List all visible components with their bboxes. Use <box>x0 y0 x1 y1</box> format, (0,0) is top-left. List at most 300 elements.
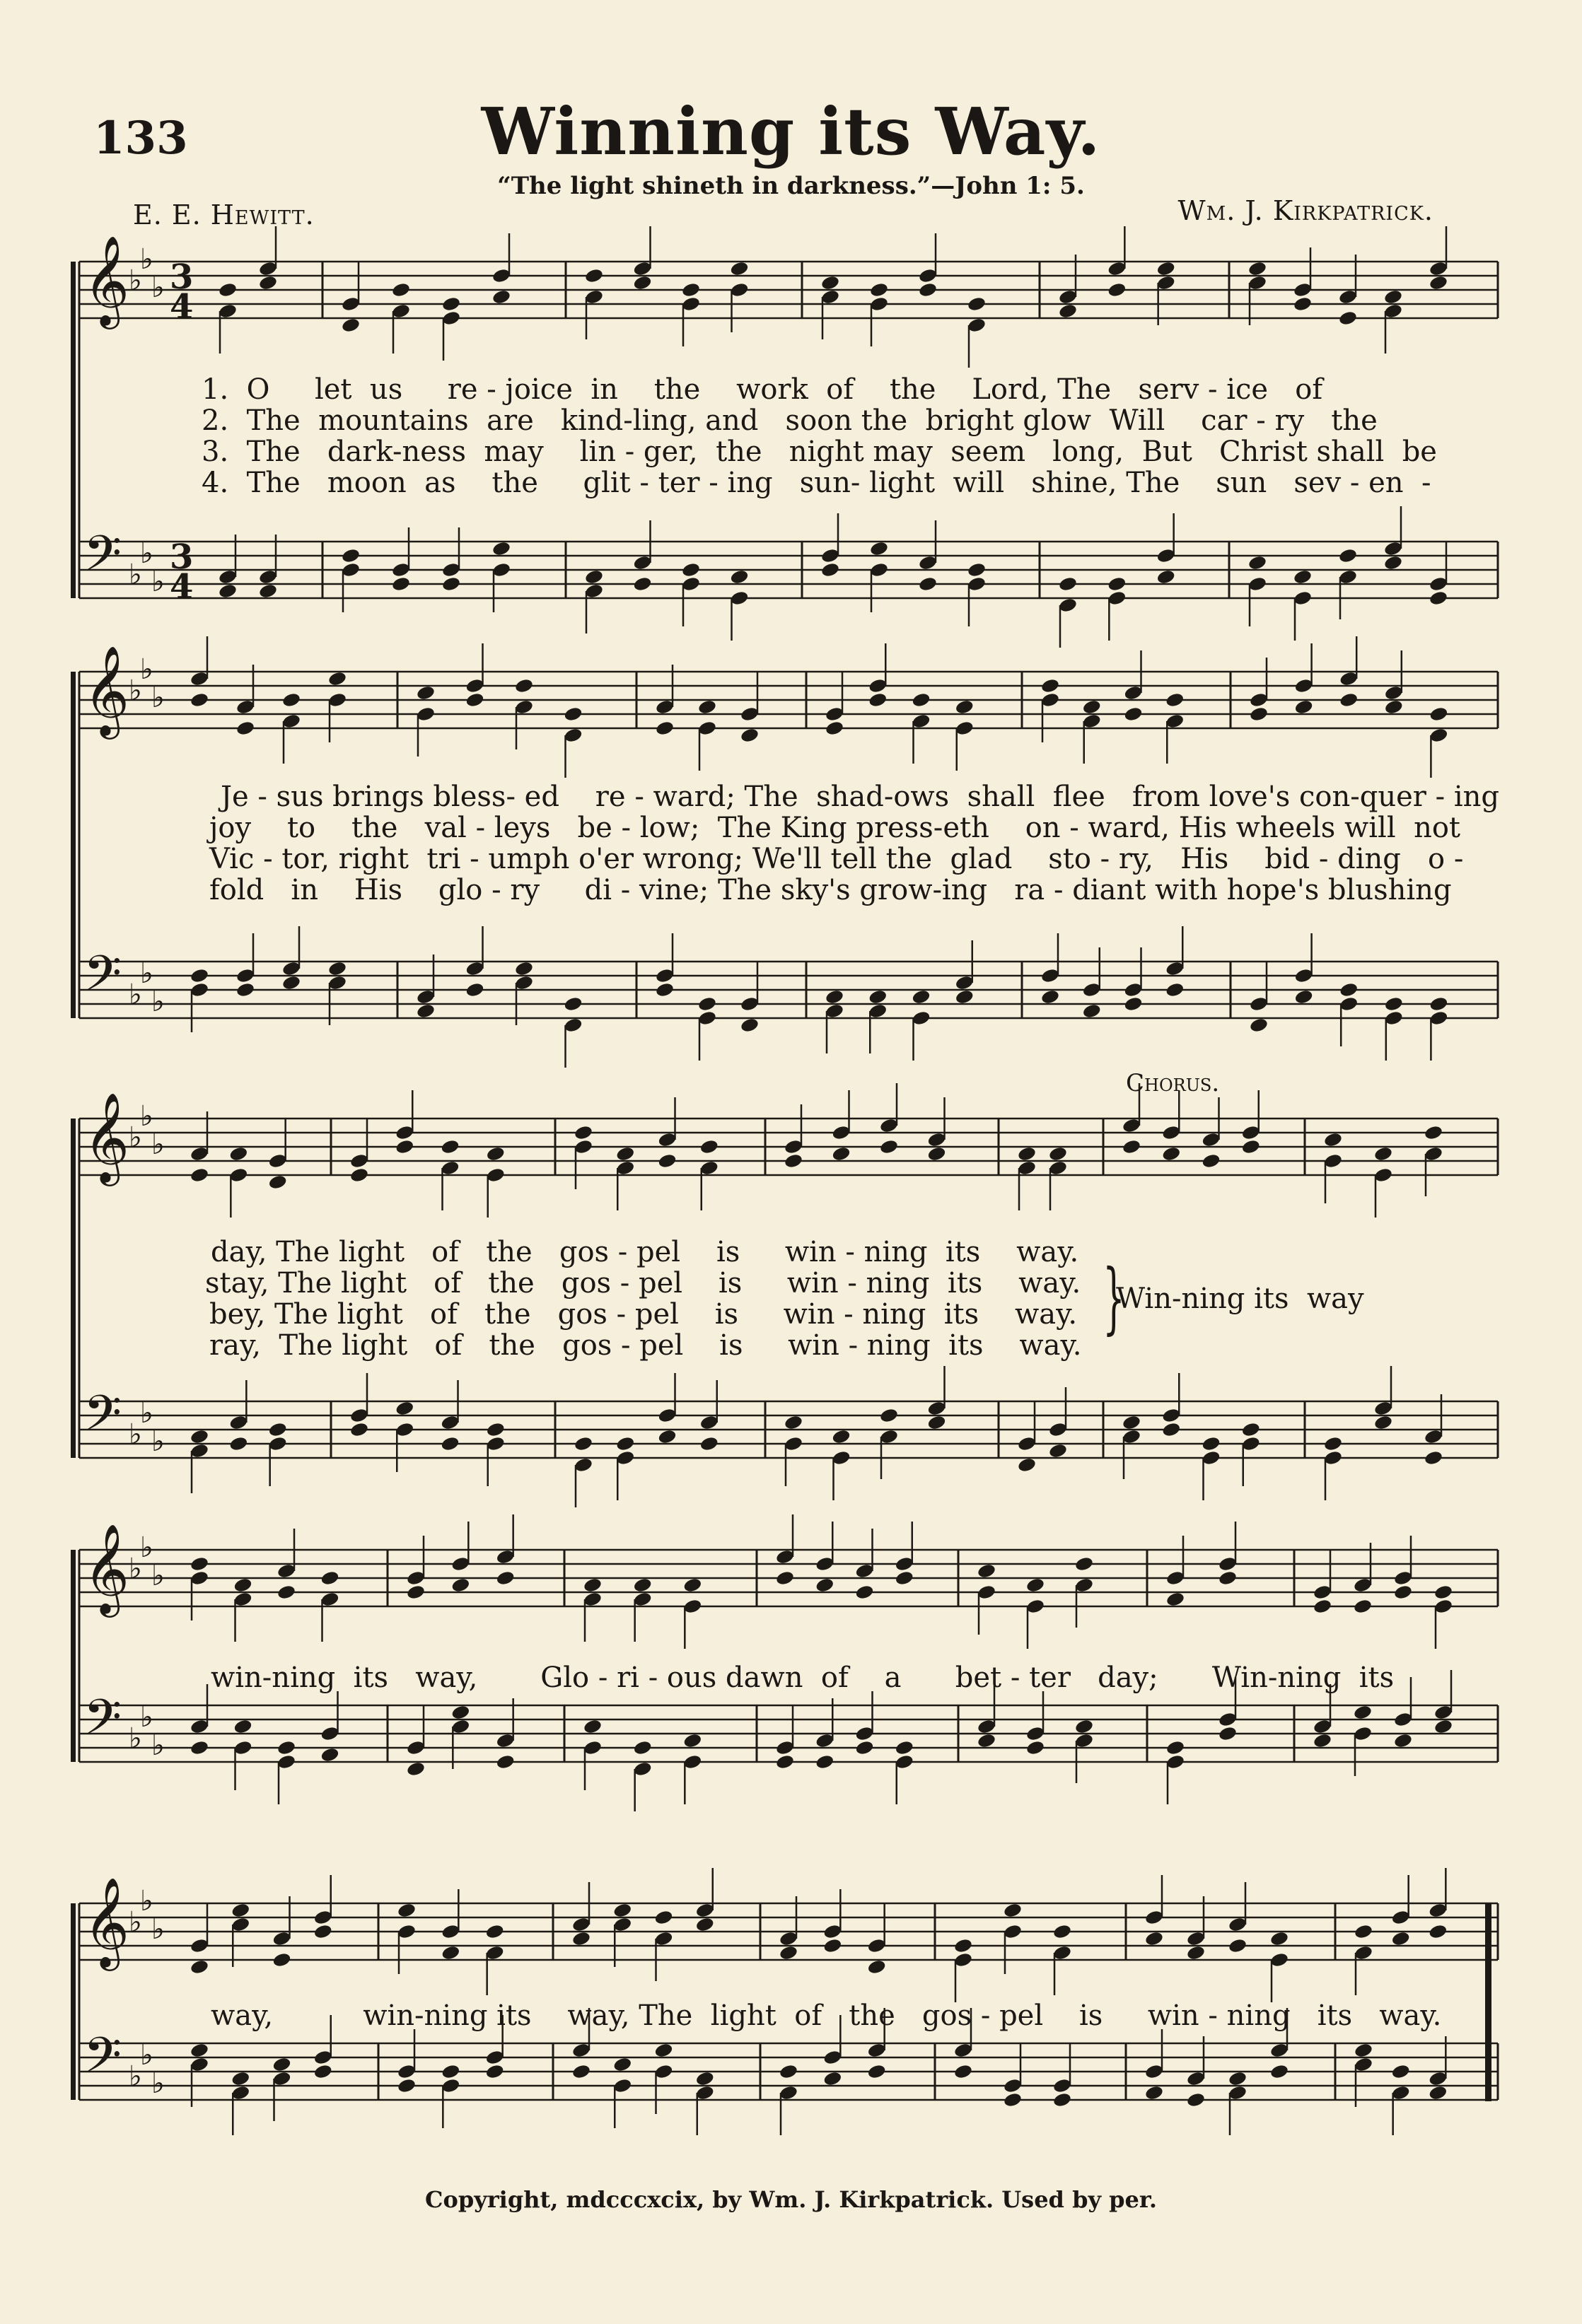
note-head <box>1201 1435 1221 1452</box>
system-brace <box>71 1903 76 2100</box>
note-head <box>831 1428 851 1444</box>
note-head <box>268 1421 288 1437</box>
note-head <box>218 583 238 599</box>
note-head <box>1107 281 1127 298</box>
note-head <box>320 1746 339 1763</box>
note-head <box>1082 699 1102 715</box>
note-head <box>341 317 361 333</box>
note-head <box>465 981 484 998</box>
note-head <box>831 1145 851 1162</box>
note-head <box>868 988 888 1005</box>
note-head <box>1384 699 1404 715</box>
note-head <box>657 1152 677 1169</box>
note-head <box>854 1739 874 1756</box>
note-head <box>1228 1937 1247 1954</box>
note-head <box>391 281 411 298</box>
verse-2-line-3: stay, The light of the gos - pel is win - ning its way. <box>205 1267 1081 1300</box>
verse-2-line-2: joy to the val - leys be - low; The King press-eth on - ward, His wheels will not <box>209 812 1460 844</box>
note-head <box>1074 1718 1094 1734</box>
note-head <box>485 1923 505 1939</box>
note-head <box>397 1902 417 1918</box>
note-head <box>235 720 255 736</box>
note-head <box>1156 260 1176 276</box>
note-head <box>514 677 534 694</box>
note-head <box>406 1584 426 1600</box>
note-head <box>869 281 889 298</box>
note-head <box>1186 1944 1206 1961</box>
treble-clef-icon: 𝄞 <box>83 1092 130 1182</box>
verse-4-line-3: ray, The light of the gos - pel is win - ning its way. <box>209 1329 1082 1362</box>
note-head <box>190 691 209 708</box>
note-head <box>1373 1145 1393 1162</box>
note-head <box>1156 568 1176 585</box>
note-head <box>1228 2070 1247 2086</box>
verse-2-line-1: 2. The mountains are kind-ling, and soon the bright glow Will car - ry the <box>202 404 1378 437</box>
verse-3-line-2: Vic - tor, right tri - umph o'er wrong; We'll tell the glad sto - ry, His bid - ding o - <box>209 843 1464 875</box>
note-head <box>1052 1923 1072 1939</box>
chorus-line-3: way, win-ning its way, The light of the gos - pel is win - ning its way. <box>211 1999 1442 2032</box>
note-head <box>967 561 987 578</box>
note-head <box>1294 699 1314 715</box>
note-head <box>967 296 987 312</box>
flat-sign: ♭ <box>151 1425 165 1458</box>
time-signature-bottom: 4 <box>170 287 194 327</box>
note-head <box>1338 310 1358 326</box>
note-head <box>258 583 278 599</box>
flat-sign: ♭ <box>140 1885 153 1917</box>
note-head <box>277 1739 296 1756</box>
note-head <box>740 1017 760 1033</box>
note-head <box>1354 2042 1373 2058</box>
verse-1-line-1: 1. O let us re - joice in the work of the Lord, The serv - ice of <box>202 373 1323 406</box>
note-head <box>615 1145 635 1162</box>
note-head <box>583 1577 603 1593</box>
note-head <box>233 1718 252 1734</box>
chorus-line-1: Win-ning its way <box>1116 1283 1364 1315</box>
flat-sign: ♭ <box>140 1701 153 1734</box>
note-head <box>740 727 760 743</box>
time-signature-top: 3 <box>170 257 194 297</box>
note-head <box>190 1555 209 1572</box>
hymn-number: 133 <box>93 112 188 165</box>
note-head <box>1025 1577 1045 1593</box>
flat-sign: ♭ <box>151 1729 165 1762</box>
note-head <box>1428 1923 1448 1939</box>
note-head <box>492 540 511 556</box>
note-head <box>1052 2091 1072 2108</box>
time-signature-top: 3 <box>170 537 194 577</box>
note-head <box>1313 1732 1332 1748</box>
note-head <box>653 1909 673 1925</box>
system-brace <box>71 262 76 598</box>
hymn-title: Winning its Way. <box>481 93 1101 170</box>
note-head <box>1058 303 1078 319</box>
note-head <box>612 1902 632 1918</box>
flat-sign: ♭ <box>151 271 165 304</box>
note-head <box>697 995 717 1012</box>
note-head <box>1144 2084 1164 2101</box>
note-head <box>699 1138 719 1155</box>
system-brace <box>71 672 76 1018</box>
note-head <box>571 1930 591 1946</box>
note-head <box>1429 590 1448 606</box>
note-head <box>574 1124 593 1140</box>
flat-sign: ♭ <box>129 979 142 1011</box>
author-credit: E. E. Hewitt. <box>133 199 315 230</box>
note-head <box>258 274 278 291</box>
note-head <box>681 281 701 298</box>
note-head <box>779 1944 798 1961</box>
note-head <box>1354 1923 1373 1939</box>
note-head <box>1323 1131 1343 1148</box>
note-head <box>441 296 461 312</box>
note-head <box>1074 1555 1094 1572</box>
note-head <box>1186 2091 1206 2108</box>
note-head <box>1040 677 1060 694</box>
note-head <box>441 576 461 592</box>
note-head <box>1165 1591 1185 1607</box>
flat-sign: ♭ <box>129 675 142 707</box>
note-head <box>911 988 931 1005</box>
flat-sign: ♭ <box>140 957 153 990</box>
note-head <box>1165 691 1185 708</box>
note-head <box>815 1577 834 1593</box>
note-head <box>1040 988 1060 1005</box>
note-head <box>1017 1145 1037 1162</box>
note-head <box>1424 1124 1443 1140</box>
note-head <box>632 274 652 291</box>
flat-sign: ♭ <box>140 243 153 276</box>
note-head <box>1123 995 1143 1012</box>
note-head <box>1058 576 1078 592</box>
note-head <box>397 2077 417 2094</box>
note-head <box>1353 1704 1373 1720</box>
note-head <box>825 720 844 736</box>
note-head <box>1025 1739 1045 1756</box>
composer-credit: Wm. J. Kirkpatrick. <box>1177 195 1433 226</box>
note-head <box>349 1167 369 1183</box>
note-head <box>272 1951 291 1968</box>
note-head <box>563 706 583 722</box>
note-head <box>879 1138 899 1155</box>
note-head <box>281 691 301 708</box>
flat-sign: ♭ <box>140 1531 153 1564</box>
note-head <box>1269 2063 1289 2079</box>
note-head <box>681 561 701 578</box>
note-head <box>1293 296 1313 312</box>
note-head <box>1373 1414 1393 1430</box>
note-head <box>615 1435 635 1452</box>
note-head <box>190 967 209 983</box>
note-head <box>228 1435 248 1452</box>
note-head <box>450 1704 470 1720</box>
note-head <box>320 1570 339 1586</box>
note-head <box>822 2070 842 2086</box>
note-head <box>1429 274 1448 291</box>
note-head <box>231 2070 250 2086</box>
note-head <box>820 274 840 291</box>
treble-clef-icon: 𝄞 <box>83 645 130 735</box>
note-head <box>1003 1902 1023 1918</box>
note-head <box>633 1577 653 1593</box>
note-head <box>1144 1930 1164 1946</box>
flat-sign: ♭ <box>129 1121 142 1154</box>
copyright-notice: Copyright, mdcccxcix, by Wm. J. Kirkpatrick. Used by per. <box>425 2186 1157 2213</box>
note-head <box>1122 1414 1141 1430</box>
note-head <box>496 1753 516 1770</box>
note-head <box>955 988 975 1005</box>
note-head <box>911 691 931 708</box>
note-head <box>779 2063 798 2079</box>
flat-sign: ♭ <box>129 559 142 591</box>
note-head <box>1247 260 1267 276</box>
note-head <box>695 1916 715 1932</box>
note-head <box>775 1753 795 1770</box>
note-head <box>653 2042 673 2058</box>
note-head <box>190 1958 209 1975</box>
note-head <box>1433 1718 1453 1734</box>
note-head <box>682 1577 702 1593</box>
note-head <box>272 2056 291 2072</box>
note-head <box>1313 1598 1332 1614</box>
note-head <box>416 1003 436 1019</box>
flat-sign: ♭ <box>129 264 142 297</box>
flat-sign: ♭ <box>151 682 165 714</box>
note-head <box>1339 981 1359 998</box>
note-head <box>1241 1421 1261 1437</box>
note-head <box>1201 1152 1221 1169</box>
note-head <box>395 1400 414 1416</box>
note-head <box>327 960 347 976</box>
verse-brace: } <box>1103 1252 1125 1343</box>
note-head <box>486 1145 506 1162</box>
note-head <box>822 1937 842 1954</box>
note-head <box>391 576 411 592</box>
note-head <box>1294 988 1314 1005</box>
note-head <box>1161 1421 1181 1437</box>
note-head <box>574 1435 593 1452</box>
note-head <box>190 1167 209 1183</box>
note-head <box>1218 1725 1238 1741</box>
note-head <box>571 2063 591 2079</box>
note-head <box>1384 995 1404 1012</box>
note-head <box>657 1428 677 1444</box>
note-head <box>699 1435 719 1452</box>
note-head <box>1393 1584 1413 1600</box>
note-head <box>775 1570 795 1586</box>
note-head <box>327 670 347 687</box>
note-head <box>1247 554 1267 571</box>
note-head <box>1323 1435 1343 1452</box>
note-head <box>514 960 534 976</box>
flat-sign: ♭ <box>129 1722 142 1755</box>
verse-4-line-2: fold in His glo - ry di - vine; The sky's grow-ing ra - diant with hope's blushing <box>209 874 1452 906</box>
flat-sign: ♭ <box>129 2060 142 2093</box>
note-head <box>1107 576 1127 592</box>
note-head <box>926 1414 946 1430</box>
note-head <box>349 1421 369 1437</box>
flat-sign: ♭ <box>151 1913 165 1946</box>
note-head <box>218 281 238 298</box>
note-head <box>441 2063 460 2079</box>
note-head <box>440 1138 460 1155</box>
flat-sign: ♭ <box>129 1418 142 1451</box>
note-head <box>825 988 844 1005</box>
note-head <box>277 1584 296 1600</box>
note-head <box>633 1739 653 1756</box>
verse-1-line-3: day, The light of the gos - pel is win - ning its way. <box>211 1236 1079 1268</box>
note-head <box>1391 1930 1411 1946</box>
note-head <box>1003 2091 1023 2108</box>
note-head <box>441 1944 460 1961</box>
note-head <box>1353 1598 1373 1614</box>
bass-clef-icon: 𝄢 <box>83 1384 122 1454</box>
note-head <box>1048 1442 1068 1459</box>
note-head <box>1165 1739 1185 1756</box>
treble-clef-icon: 𝄞 <box>83 235 130 325</box>
note-head <box>612 2056 632 2072</box>
note-head <box>867 1958 887 1975</box>
note-head <box>918 576 938 592</box>
flat-sign: ♭ <box>151 566 165 598</box>
note-head <box>1161 1145 1181 1162</box>
note-head <box>1383 554 1403 571</box>
note-head <box>1429 995 1448 1012</box>
note-head <box>655 981 675 998</box>
note-head <box>854 1584 874 1600</box>
flat-sign: ♭ <box>151 2067 165 2100</box>
note-head <box>1123 706 1143 722</box>
system-brace <box>71 1550 76 1762</box>
note-head <box>1383 288 1403 305</box>
note-head <box>697 699 717 715</box>
bass-clef-icon: 𝄢 <box>83 525 122 594</box>
note-head <box>784 1152 803 1169</box>
note-head <box>729 568 749 585</box>
note-head <box>1293 568 1313 585</box>
note-head <box>563 995 583 1012</box>
note-head <box>1122 1138 1141 1155</box>
note-head <box>867 2063 887 2079</box>
flat-sign: ♭ <box>151 1128 165 1161</box>
note-head <box>655 720 675 736</box>
note-head <box>895 1739 914 1756</box>
note-head <box>1082 1003 1102 1019</box>
time-signature-bottom: 4 <box>170 567 194 607</box>
note-head <box>465 691 484 708</box>
note-head <box>1391 2063 1411 2079</box>
note-head <box>879 1407 899 1423</box>
note-head <box>729 260 749 276</box>
note-head <box>1249 706 1269 722</box>
note-head <box>1241 1138 1261 1155</box>
note-head <box>1338 547 1358 564</box>
note-head <box>926 1145 946 1162</box>
note-head <box>190 1428 209 1444</box>
verse-3-line-1: 3. The dark-ness may lin - ger, the night may seem long, But Christ shall be <box>202 436 1437 468</box>
note-head <box>583 1718 603 1734</box>
note-head <box>416 684 436 701</box>
flat-sign: ♭ <box>140 2039 153 2072</box>
note-head <box>1428 2084 1448 2101</box>
note-head <box>190 1739 209 1756</box>
chorus-line-2: win-ning its way, Glo - ri - ous dawn of a bet - ter day; Win-ning its <box>211 1662 1395 1694</box>
note-head <box>977 1732 996 1748</box>
bass-clef-icon: 𝄢 <box>83 1688 122 1758</box>
note-head <box>584 568 604 585</box>
note-head <box>953 2063 973 2079</box>
final-bar-line <box>1485 1903 1491 2101</box>
note-head <box>1249 1017 1269 1033</box>
verse-3-line-3: bey, The light of the gos - pel is win - ning its way. <box>209 1298 1078 1331</box>
note-head <box>281 974 301 991</box>
flat-sign: ♭ <box>151 986 165 1018</box>
verse-4-line-1: 4. The moon as the glit - ter - ing sun- light will shine, The sun sev - en - <box>202 467 1431 499</box>
note-head <box>584 267 604 284</box>
note-head <box>1393 1732 1413 1748</box>
note-head <box>395 1138 414 1155</box>
note-head <box>450 1577 470 1593</box>
treble-clef-icon: 𝄞 <box>83 1523 130 1613</box>
note-head <box>1017 1456 1037 1473</box>
note-head <box>868 691 888 708</box>
flat-sign: ♭ <box>129 1553 142 1585</box>
note-head <box>313 1923 333 1939</box>
flat-sign: ♭ <box>151 1560 165 1592</box>
note-head <box>1165 981 1185 998</box>
bass-clef-icon: 𝄢 <box>83 945 122 1014</box>
bass-clef-icon: 𝄢 <box>83 2026 122 2096</box>
note-head <box>341 547 361 564</box>
chorus-label: Chorus. <box>1126 1069 1220 1097</box>
note-head <box>682 1732 702 1748</box>
note-head <box>895 1570 914 1586</box>
note-head <box>1433 1584 1453 1600</box>
note-head <box>784 1414 803 1430</box>
note-head <box>231 1902 250 1918</box>
note-head <box>485 2063 505 2079</box>
flat-sign: ♭ <box>129 1906 142 1939</box>
note-head <box>1429 706 1448 722</box>
note-head <box>235 981 255 998</box>
flat-sign: ♭ <box>140 1100 153 1133</box>
note-head <box>486 1421 506 1437</box>
note-head <box>496 1570 516 1586</box>
note-head <box>1424 1449 1443 1466</box>
note-head <box>815 1753 834 1770</box>
note-head <box>695 2070 715 2086</box>
note-head <box>1218 1570 1238 1586</box>
note-head <box>233 1577 252 1593</box>
note-head <box>228 1145 248 1162</box>
flat-sign: ♭ <box>140 1397 153 1430</box>
note-head <box>1339 691 1359 708</box>
note-head <box>977 1563 996 1579</box>
note-head <box>1048 1145 1068 1162</box>
flat-sign: ♭ <box>140 537 153 570</box>
verse-1-line-2: Je - sus brings bless- ed re - ward; The shad-ows shall flee from love's con-quer - ing <box>221 781 1500 813</box>
flat-sign: ♭ <box>140 653 153 686</box>
note-head <box>632 576 652 592</box>
treble-clef-icon: 𝄞 <box>83 1876 130 1967</box>
note-head <box>406 1760 426 1777</box>
note-head <box>313 2063 333 2079</box>
note-head <box>190 2042 209 2058</box>
note-head <box>492 288 511 305</box>
note-head <box>918 281 938 298</box>
note-head <box>955 699 975 715</box>
note-head <box>440 1435 460 1452</box>
